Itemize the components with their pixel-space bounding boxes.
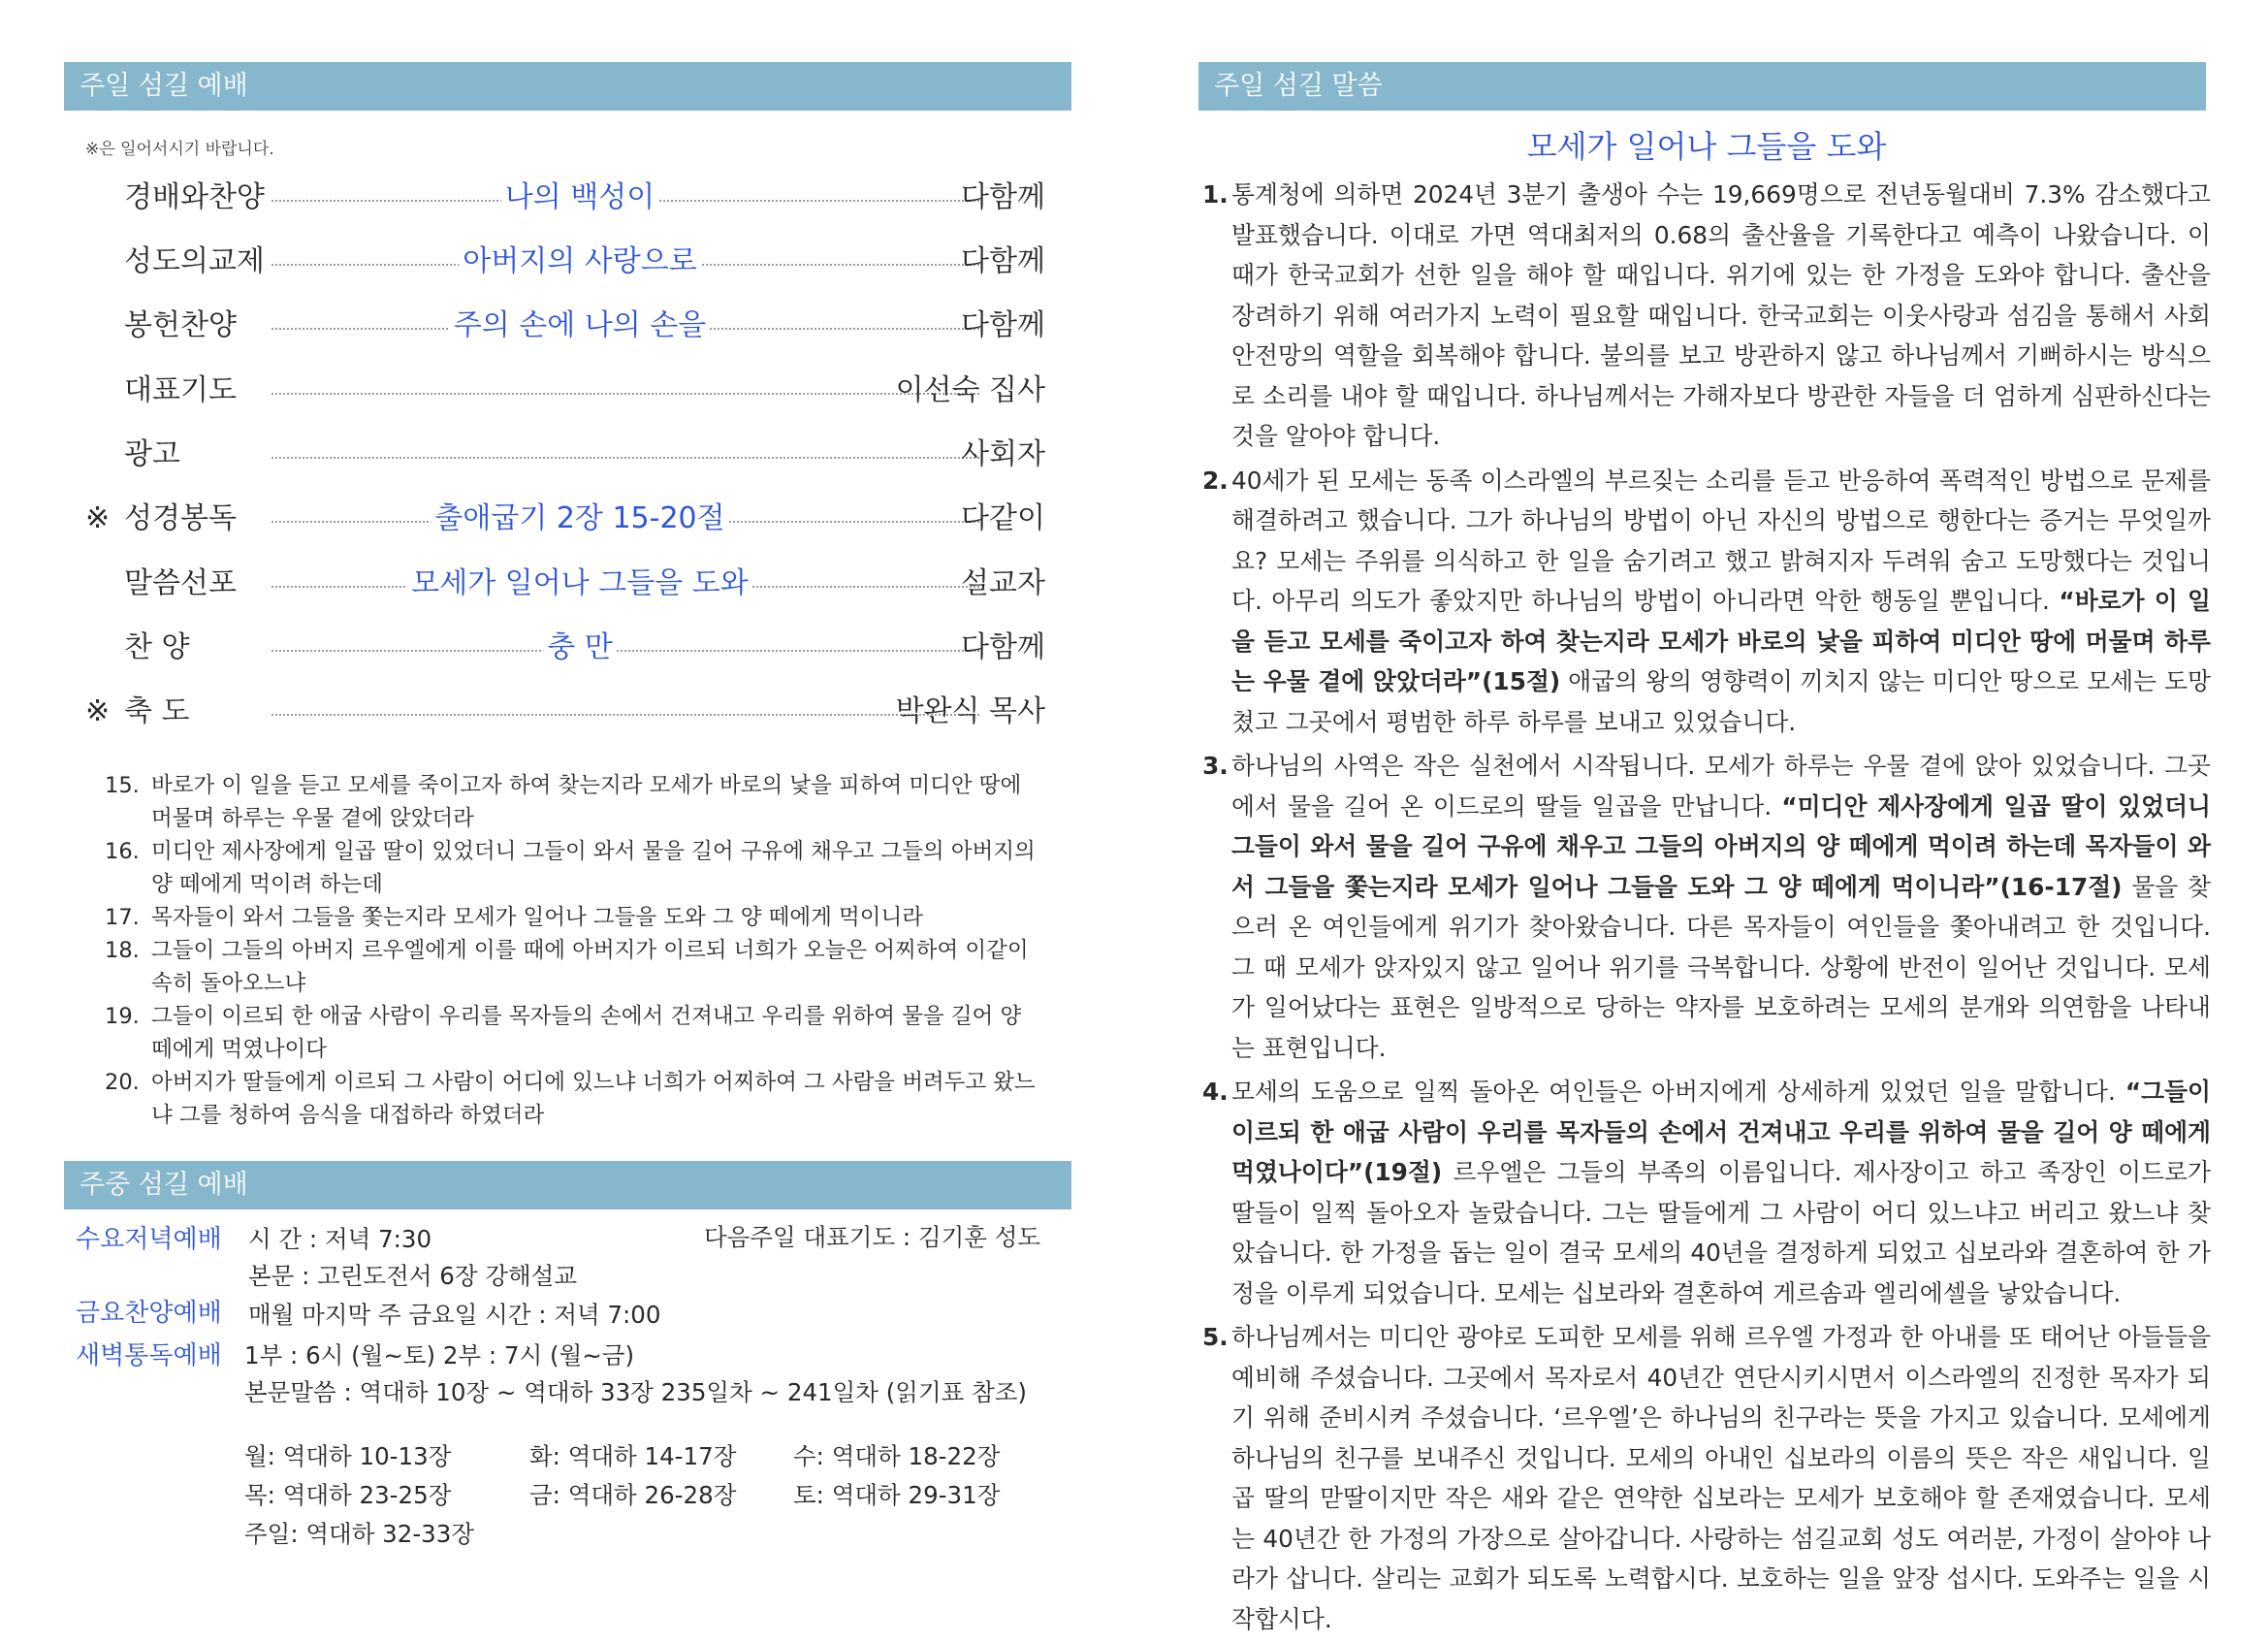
point-number: 5.	[1202, 1323, 1229, 1351]
verse-number: 17.	[105, 905, 140, 930]
order-row	[85, 564, 1055, 603]
verse-text: 바로가 이 일을 듣고 모세를 죽이고자 하여 찾는지라 모세가 바로의 낯을 피하여 미디안 땅에 머물며 하루는 우물 곁에 앉았더라	[151, 773, 1022, 831]
verse-line	[105, 901, 1045, 934]
order-leader: 다함께	[961, 630, 1045, 664]
point-text	[1231, 175, 2211, 457]
order-title: 모세가 일어나 그들을 도와	[407, 564, 751, 603]
point-text	[1231, 1072, 2211, 1313]
reading-saturday: 토: 역대하 29-31장	[793, 1481, 1001, 1509]
verse-number: 19.	[105, 1004, 140, 1029]
friday-service-label: 금요찬양예배	[76, 1299, 222, 1328]
wednesday-service-time: 시 간 : 저녁 7:30	[248, 1225, 432, 1253]
sermon-point	[1202, 175, 2211, 457]
sermon-point	[1202, 1317, 2211, 1639]
order-leader: 이선숙 집사	[895, 373, 1045, 407]
point-text-continued: 애굽의 왕의 영향력이 끼치지 않는 미디안 땅으로 모세는 도망쳤고 그곳에서 평범한 하루 하루를 보내고 있었습니다.	[1231, 667, 2211, 736]
order-row	[85, 628, 1055, 667]
verse-text: 아버지가 딸들에게 이르되 그 사람이 어디에 있느냐 너희가 어찌하여 그 사람을 버려두고 왔느냐 그를 청하여 음식을 대접하라 하였더라	[151, 1070, 1036, 1128]
order-label: 성경봉독	[124, 501, 237, 535]
sermon-point	[1202, 1072, 2211, 1313]
reading-tuesday: 화: 역대하 14-17장	[529, 1442, 737, 1470]
sermon-point	[1202, 746, 2211, 1068]
standing-mark: ※	[85, 501, 111, 535]
reading-friday: 금: 역대하 26-28장	[529, 1481, 737, 1509]
verse-number: 18.	[105, 938, 140, 963]
order-leader: 사회자	[961, 437, 1045, 471]
section-header-weekday-worship: 주중 섬길 예배	[64, 1161, 1071, 1209]
standing-mark: ※	[85, 694, 111, 728]
order-row	[85, 371, 1055, 410]
order-row	[85, 693, 1055, 731]
order-label: 광고	[124, 437, 180, 471]
dawn-service-text: 본문말씀 : 역대하 10장 ~ 역대하 33장 235일차 ~ 241일차 (읽기표 참조)	[244, 1378, 1027, 1406]
reading-monday: 월: 역대하 10-13장	[244, 1442, 452, 1470]
order-leader: 다함께	[961, 180, 1045, 214]
verse-line	[105, 769, 1045, 835]
point-quote: “미디안 제사장에게 일곱 딸이 있었더니 그들이 와서 물을 길어 구유에 채우고 그들의 아버지의 양 떼에게 먹이려 하는데 목자들이 와서 그들을 쫓는지라 모세가 일어나 그들을 도와 그 양 떼에게 먹이니라”(16-17절)	[1231, 791, 2211, 901]
order-row	[85, 499, 1055, 538]
section-header-sunday-worship: 주일 섬길 예배	[64, 62, 1071, 111]
order-leader: 다같이	[961, 501, 1045, 535]
verse-text: 그들이 이르되 한 애굽 사람이 우리를 목자들의 손에서 건져내고 우리를 위하여 물을 길어 양 떼에게 먹였나이다	[151, 1004, 1022, 1062]
order-leader: 설교자	[961, 566, 1045, 600]
order-label: 봉헌찬양	[124, 308, 237, 342]
point-text	[1231, 746, 2211, 1068]
reading-wednesday: 수: 역대하 18-22장	[793, 1442, 1001, 1470]
order-label: 성도의교제	[124, 244, 265, 278]
order-title: 출애굽기 2장 15-20절	[431, 499, 728, 538]
point-text-body: 통계청에 의하면 2024년 3분기 출생아 수는 19,669명으로 전년동월대비 7.3% 감소했다고 발표했습니다. 이대로 가면 역대최저의 0.68의 출산율을 기록한다고 예측이 나왔습니다. 이 때가 한국교회가 선한 일을 해야 할 때입니다. 위기에 있는 한 가정을 도와야 합니다. 출산을 장려하기 위해 여러가지 노력이 필요할 때입니다. 한국교회는 이웃사랑과 섬김을 통해서 사회안전망의 역할을 회복해야 합니다. 불의를 보고 방관하지 않고 하나님께서 기뻐하시는 방식으로 소리를 내야 할 때입니다. 하나님께서는 가해자보다 방관한 자들을 더 엄하게 심판하신다는 것을 알아야 합니다.	[1231, 180, 2211, 450]
point-number: 3.	[1202, 752, 1229, 780]
order-leader: 다함께	[961, 308, 1045, 342]
order-label: 말씀선포	[124, 566, 237, 600]
point-quote: “바로가 이 일을 듣고 모세를 죽이고자 하여 찾는지라 모세가 바로의 낯을 피하여 미디안 땅에 머물며 하루는 우물 곁에 앉았더라”(15절)	[1231, 587, 2211, 695]
order-label: 찬 양	[124, 630, 190, 664]
order-row	[85, 435, 1055, 474]
reading-thursday: 목: 역대하 23-25장	[244, 1481, 452, 1509]
sermon-title: 모세가 일어나 그들을 도와	[1526, 128, 1887, 165]
verse-number: 16.	[105, 839, 140, 864]
verse-line	[105, 934, 1045, 1000]
verse-number: 20.	[105, 1070, 140, 1095]
verse-line	[105, 835, 1045, 901]
point-text	[1231, 1317, 2211, 1639]
wednesday-service-label: 수요저녁예배	[76, 1225, 222, 1254]
friday-service-info: 매월 마지막 주 금요일 시간 : 저녁 7:00	[248, 1301, 661, 1329]
sermon-point	[1202, 461, 2211, 743]
order-label: 축 도	[124, 694, 190, 728]
point-number: 1.	[1202, 180, 1229, 209]
verse-text: 미디안 제사장에게 일곱 딸이 있었더니 그들이 와서 물을 길어 구유에 채우고 그들의 아버지의 양 떼에게 먹이려 하는데	[151, 839, 1036, 897]
point-text-continued: 물을 찾으러 온 여인들에게 위기가 찾아왔습니다. 다른 목자들이 여인들을 쫓아내려고 한 것입니다. 그 때 모세가 앉자있지 않고 일어나 위기를 극복합니다. 상황에 반전이 일어난 것입니다. 모세가 일어났다는 표현은 일방적으로 당하는 약자를 보호하려는 모세의 분개와 의연함을 나타내는 표현입니다.	[1231, 872, 2211, 1062]
scripture-passage	[105, 769, 1045, 1132]
order-leader: 다함께	[961, 244, 1045, 278]
point-text-body: 하나님께서는 미디안 광야로 도피한 모세를 위해 르우엘 가정과 한 아내를 또 태어난 아들들을 예비해 주셨습니다. 그곳에서 목자로서 40년간 연단시키시면서 이스라엘의 진정한 목자가 되기 위해 준비시켜 주셨습니다. ‘르우엘’은 하나님의 친구라는 뜻을 가지고 있습니다. 모세에게 하나님의 친구를 보내주신 것입니다. 모세의 아내인 십보라의 이름의 뜻은 작은 새입니다. 일곱 딸의 맏딸이지만 작은 새와 같은 연약한 십보라는 모세가 보호해야 할 존재였습니다. 모세는 40년간 한 가정의 가장으로 살아갑니다. 사랑하는 섬길교회 성도 여러분, 가정이 살아야 나라가 삽니다. 살리는 교회가 되도록 노력합시다. 보호하는 일을 앞장 섭시다. 도와주는 일을 시작합시다.	[1231, 1323, 2211, 1633]
point-text	[1231, 461, 2211, 743]
order-row	[85, 306, 1055, 345]
order-leader: 박완식 목사	[895, 694, 1045, 728]
point-text-body: 하나님의 사역은 작은 실천에서 시작됩니다. 모세가 하루는 우물 곁에 앉아 있었습니다. 그곳에서 물을 길어 온 이드로의 딸들 일곱을 만납니다.	[1231, 752, 2211, 821]
order-title: 아버지의 사랑으로	[459, 242, 700, 281]
point-text-body: 모세의 도움으로 일찍 돌아온 여인들은 아버지에게 상세하게 있었던 일을 말합니다.	[1231, 1078, 2125, 1106]
point-number: 2.	[1202, 466, 1229, 495]
verse-line	[105, 1000, 1045, 1066]
point-text-body: 40세가 된 모세는 동족 이스라엘의 부르짖는 소리를 듣고 반응하여 폭력적인 방법으로 문제를 해결하려고 했습니다. 그가 하나님의 방법이 아닌 자신의 방법으로 행한다는 증거는 무엇일까요? 모세는 주위를 의식하고 한 일을 숨기려고 했고 밝혀지자 두려워 숨고 도망했다는 것입니다. 아무리 의도가 좋았지만 하나님의 방법이 아니라면 악한 행동일 뿐입니다.	[1231, 466, 2211, 615]
point-number: 4.	[1202, 1078, 1229, 1106]
order-title: 주의 손에 나의 손을	[450, 306, 710, 345]
section-header-sunday-sermon: 주일 섬길 말씀	[1198, 62, 2206, 111]
next-prayer-leader: 다음주일 대표기도 : 김기훈 성도	[704, 1223, 1041, 1251]
wednesday-service-text: 본문 : 고린도전서 6장 강해설교	[248, 1262, 577, 1290]
leader-dots	[272, 714, 979, 716]
standing-note: ※은 일어서시기 바랍니다.	[85, 140, 274, 159]
leader-dots	[272, 650, 979, 652]
reading-sunday: 주일: 역대하 32-33장	[244, 1520, 475, 1548]
dawn-service-label: 새벽통독예배	[76, 1341, 222, 1370]
dawn-service-time: 1부 : 6시 (월~토) 2부 : 7시 (월~금)	[244, 1341, 634, 1369]
leader-dots	[272, 393, 979, 395]
order-label: 대표기도	[124, 373, 237, 407]
verse-number: 15.	[105, 773, 140, 798]
verse-text: 목자들이 와서 그들을 쫓는지라 모세가 일어나 그들을 도와 그 양 떼에게 먹이니라	[151, 905, 923, 930]
order-row	[85, 178, 1055, 217]
point-text-continued: 르우엘은 그들의 부족의 이름입니다. 제사장이고 하고 족장인 이드로가 딸들이 일찍 돌아오자 놀랐습니다. 그는 딸들에게 그 사람이 어디 있느냐고 버리고 왔느냐 찾았습니다. 한 가정을 돕는 일이 결국 모세의 40년을 결정하게 되었고 십보라와 결혼하여 한 가정을 이루게 되었습니다. 모세는 십보라와 결혼하여 게르솜과 엘리에셀을 낳았습니다.	[1231, 1158, 2211, 1307]
verse-text: 그들이 그들의 아버지 르우엘에게 이를 때에 아버지가 이르되 너희가 오늘은 어찌하여 이같이 속히 돌아오느냐	[151, 938, 1029, 996]
order-title: 나의 백성이	[501, 178, 658, 217]
leader-dots	[272, 457, 979, 459]
sermon-points	[1202, 175, 2211, 1643]
order-row	[85, 242, 1055, 281]
verse-line	[105, 1066, 1045, 1132]
order-title: 충 만	[543, 628, 617, 667]
point-quote: “그들이 이르되 한 애굽 사람이 우리를 목자들의 손에서 건져내고 우리를 위하여 물을 길어 양 떼에게 먹였나이다”(19절)	[1231, 1078, 2211, 1186]
order-label: 경배와찬양	[124, 180, 265, 214]
